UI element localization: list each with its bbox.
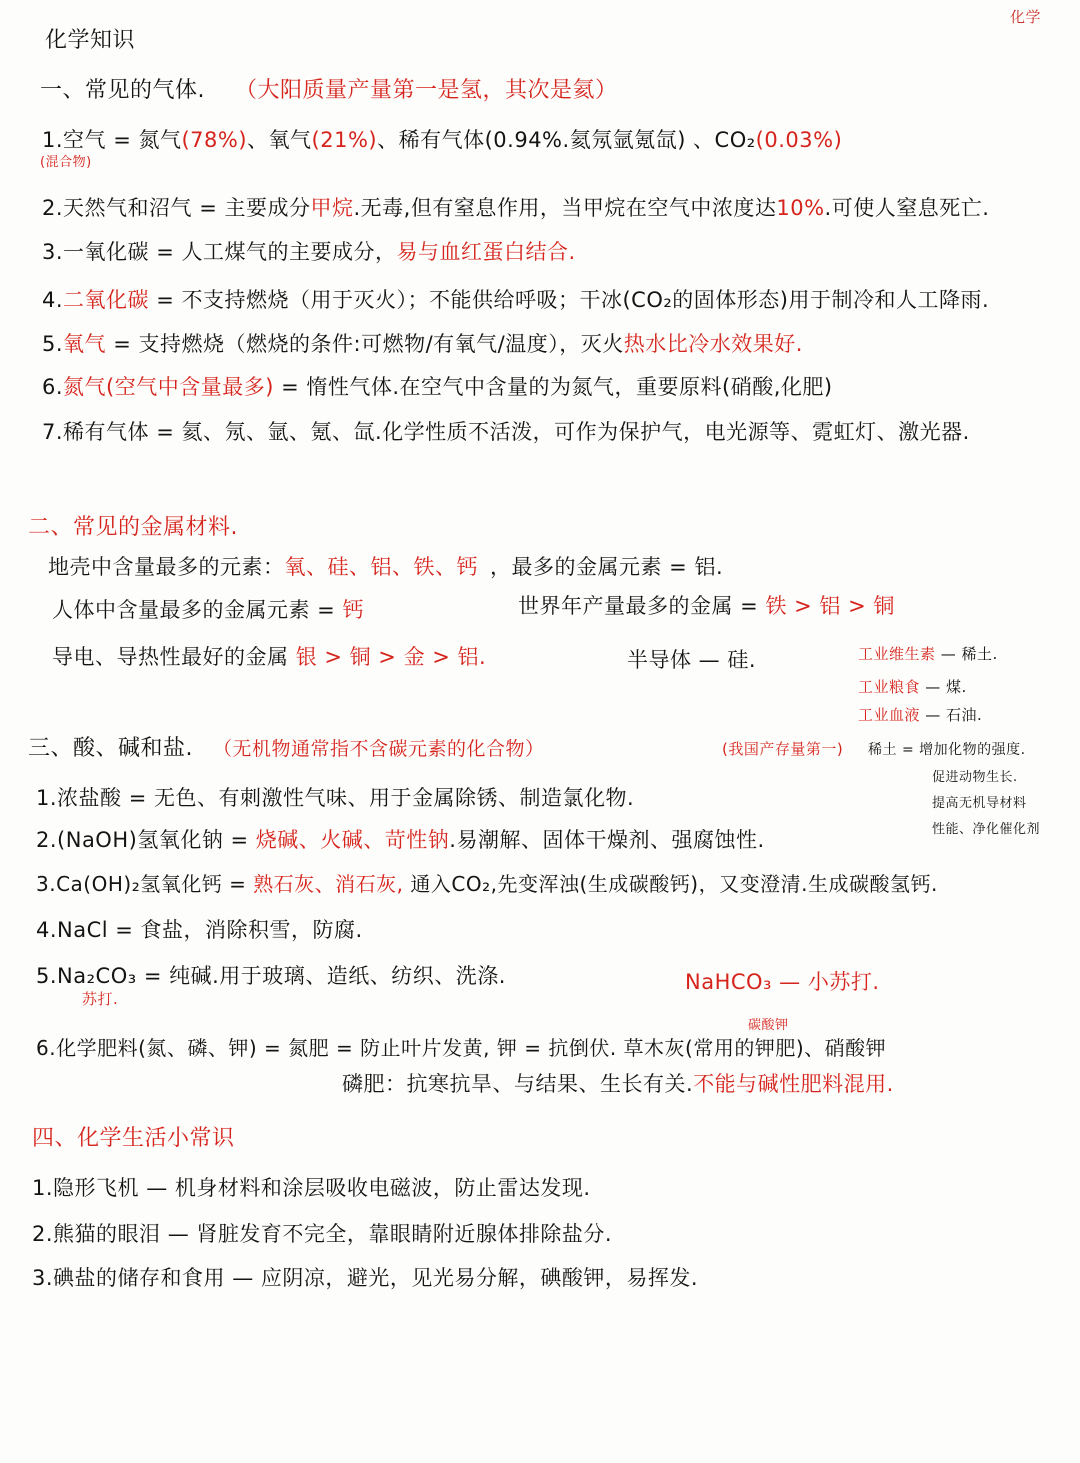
s3-side-line-1: 促进动物生长. xyxy=(932,770,1018,785)
s3-item-7: 磷肥：抗寒抗旱、与结果、生长有关.不能与碱性肥料混用. xyxy=(342,1072,894,1096)
s3-item-5: 5.Na₂CO₃ = 纯碱.用于玻璃、造纸、纺织、洗涤. xyxy=(36,964,506,988)
s1-item-5: 5.氧气 = 支持燃烧（燃烧的条件:可燃物/有氧气/温度），灭火热水比冷水效果好. xyxy=(42,332,803,356)
s2-side-1: 工业维生素 — 稀土. xyxy=(858,645,998,663)
s4-item-2: 2.熊猫的眼泪 — 肾脏发育不完全，靠眼睛附近腺体排除盐分. xyxy=(32,1222,613,1246)
s3-item-6-above: 碳酸钾 xyxy=(748,1018,789,1033)
s3-item-3: 3.Ca(OH)₂氢氧化钙 = 熟石灰、消石灰, 通入CO₂,先变浑浊(生成碳酸钙)，又变澄清.生成碳酸氢钙. xyxy=(36,872,938,896)
s2-line-2a: 人体中含量最多的金属元素 = 钙 xyxy=(52,598,364,622)
s1-item-7: 7.稀有气体 = 氦、氖、氩、氪、氙.化学性质不活泼，可作为保护气，电光源等、霓虹灯、激光器. xyxy=(42,420,970,444)
s3-item-5-sub: 苏打. xyxy=(82,990,119,1008)
s1-item-1-sub: (混合物) xyxy=(40,155,92,170)
s2-side-3: 工业血液 — 石油. xyxy=(858,706,983,724)
s2-line-2b: 世界年产量最多的金属 = 铁 > 铝 > 铜 xyxy=(518,594,895,618)
corner-tag: 化学 xyxy=(1010,8,1042,26)
s3-side-note-red: (我国产存量第一) xyxy=(722,740,844,758)
s2-side-2: 工业粮食 — 煤. xyxy=(858,678,967,696)
section2-heading: 二、常见的金属材料. xyxy=(28,515,238,540)
s3-side-note: 稀土 = 增加化物的强度. xyxy=(868,742,1026,758)
s1-item-1: 1.空气 = 氮气(78%)、氧气(21%)、稀有气体(0.94%.氦氖氩氪氙) 、CO₂(0.03%) xyxy=(42,128,843,152)
s4-item-1: 1.隐形飞机 — 机身材料和涂层吸收电磁波，防止雷达发现. xyxy=(32,1176,591,1200)
s2-line-3a: 导电、导热性最好的金属 银 > 铜 > 金 > 铝. xyxy=(52,645,487,669)
s3-item-5-side: NaHCO₃ — 小苏打. xyxy=(685,970,880,994)
section4-heading: 四、化学生活小常识 xyxy=(32,1126,235,1151)
document-title: 化学知识 xyxy=(45,28,136,53)
s3-item-6: 6.化学肥料(氮、磷、钾) = 氮肥 = 防止叶片发黄, 钾 = 抗倒伏. 草木灰(常用的钾肥)、硝酸钾 xyxy=(36,1036,887,1060)
s3-item-1: 1.浓盐酸 = 无色、有刺激性气味、用于金属除锈、制造氯化物. xyxy=(36,786,635,810)
s1-item-2: 2.天然气和沼气 = 主要成分甲烷.无毒,但有窒息作用，当甲烷在空气中浓度达10%.可使人窒息死亡. xyxy=(42,196,990,220)
s3-item-4: 4.NaCl = 食盐，消除积雪，防腐. xyxy=(36,918,363,942)
s1-item-6: 6.氮气(空气中含量最多) = 惰性气体.在空气中含量的为氮气，重要原料(硝酸,化肥) xyxy=(42,375,833,399)
s1-item-4: 4.二氧化碳 = 不支持燃烧（用于灭火）；不能供给呼吸；干冰(CO₂的固体形态)用于制冷和人工降雨. xyxy=(42,288,990,312)
s2-line-3b: 半导体 — 硅. xyxy=(627,648,757,672)
s4-item-3: 3.碘盐的储存和食用 — 应阴凉，避光，见光易分解，碘酸钾，易挥发. xyxy=(32,1266,699,1290)
s3-side-line-3: 性能、净化催化剂 xyxy=(932,822,1041,837)
s3-item-2: 2.(NaOH)氢氧化钠 = 烧碱、火碱、苛性钠.易潮解、固体干燥剂、强腐蚀性. xyxy=(36,828,765,852)
section1-heading: 一、常见的气体. （大阳质量产量第一是氢，其次是氦） xyxy=(40,78,618,103)
s3-side-line-2: 提高无机导材料 xyxy=(932,796,1027,811)
s1-item-3: 3.一氧化碳 = 人工煤气的主要成分，易与血红蛋白结合. xyxy=(42,240,576,264)
section3-heading: 三、酸、碱和盐. （无机物通常指不含碳元素的化合物） xyxy=(28,736,545,761)
s2-line-1: 地壳中含量最多的元素：氧、硅、铝、铁、钙 ，最多的金属元素 = 铝. xyxy=(48,555,724,579)
